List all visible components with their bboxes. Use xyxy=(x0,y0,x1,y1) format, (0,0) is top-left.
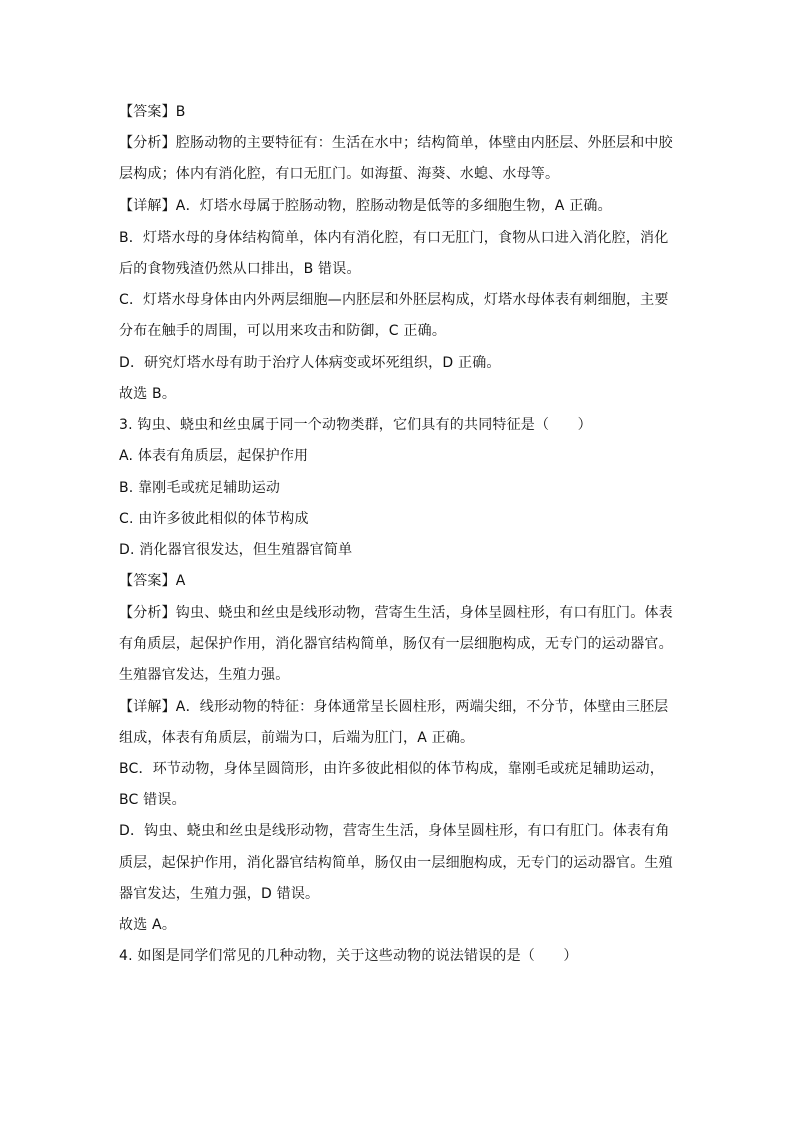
question-4: 4. 如图是同学们常见的几种动物，关于这些动物的说法错误的是（ ） xyxy=(119,948,578,964)
option-c: C. 由许多彼此相似的体节构成 xyxy=(119,511,309,527)
detail-line: 质层，起保护作用，消化器官结构简单，肠仅由一层细胞构成，无专门的运动器官。生殖 xyxy=(119,855,673,871)
detail-line: C．灯塔水母身体由内外两层细胞—内胚层和外胚层构成，灯塔水母体表有刺细胞，主要 xyxy=(119,292,669,308)
detail-line: BC 错误。 xyxy=(119,792,186,808)
detail-line: 后的食物残渣仍然从口排出，B 错误。 xyxy=(119,261,361,277)
analysis-line: 层构成；体内有消化腔，有口无肛门。如海蜇、海葵、水螅、水母等。 xyxy=(119,166,560,182)
analysis-line: 【分析】钩虫、蛲虫和丝虫是线形动物，营寄生生活，身体呈圆柱形，有口有肛门。体表 xyxy=(119,605,673,621)
conclusion-line: 故选 B。 xyxy=(119,386,177,402)
option-d: D. 消化器官很发达，但生殖器官简单 xyxy=(119,542,353,558)
analysis-line: 【分析】腔肠动物的主要特征有：生活在水中；结构简单，体壁由内胚层、外胚层和中胶 xyxy=(119,135,673,151)
analysis-line: 生殖器官发达，生殖力强。 xyxy=(119,667,290,683)
detail-line: BC．环节动物，身体呈圆筒形，由许多彼此相似的体节构成，靠刚毛或疣足辅助运动， xyxy=(119,761,664,777)
detail-line: 组成，体表有角质层，前端为口，后端为肛门，A 正确。 xyxy=(119,730,475,746)
conclusion-line: 故选 A。 xyxy=(119,917,177,933)
analysis-line: 有角质层，起保护作用，消化器官结构简单，肠仅有一层细胞构成，无专门的运动器官。 xyxy=(119,636,673,652)
detail-line: D．钩虫、蛲虫和丝虫是线形动物，营寄生生活，身体呈圆柱形，有口有肛门。体表有角 xyxy=(119,823,670,839)
option-a: A. 体表有角质层，起保护作用 xyxy=(119,448,309,464)
detail-line: 【详解】A．灯塔水母属于腔肠动物，腔肠动物是低等的多细胞生物，A 正确。 xyxy=(119,198,612,214)
option-b: B. 靠刚毛或疣足辅助运动 xyxy=(119,480,281,496)
detail-line: D．研究灯塔水母有助于治疗人体病变或坏死组织，D 正确。 xyxy=(119,355,501,371)
question-3: 3. 钩虫、蛲虫和丝虫属于同一个动物类群，它们具有的共同特征是（ ） xyxy=(119,417,592,433)
detail-line: 分布在触手的周围，可以用来攻击和防御，C 正确。 xyxy=(119,323,447,339)
detail-line: 【详解】A．线形动物的特征：身体通常呈长圆柱形，两端尖细，不分节，体壁由三胚层 xyxy=(119,699,669,715)
answer-label: 【答案】B xyxy=(119,104,186,120)
detail-line: 器官发达，生殖力强，D 错误。 xyxy=(119,886,320,902)
answer-label: 【答案】A xyxy=(119,573,186,589)
detail-line: B．灯塔水母的身体结构简单，体内有消化腔，有口无肛门，食物从口进入消化腔，消化 xyxy=(119,230,669,246)
